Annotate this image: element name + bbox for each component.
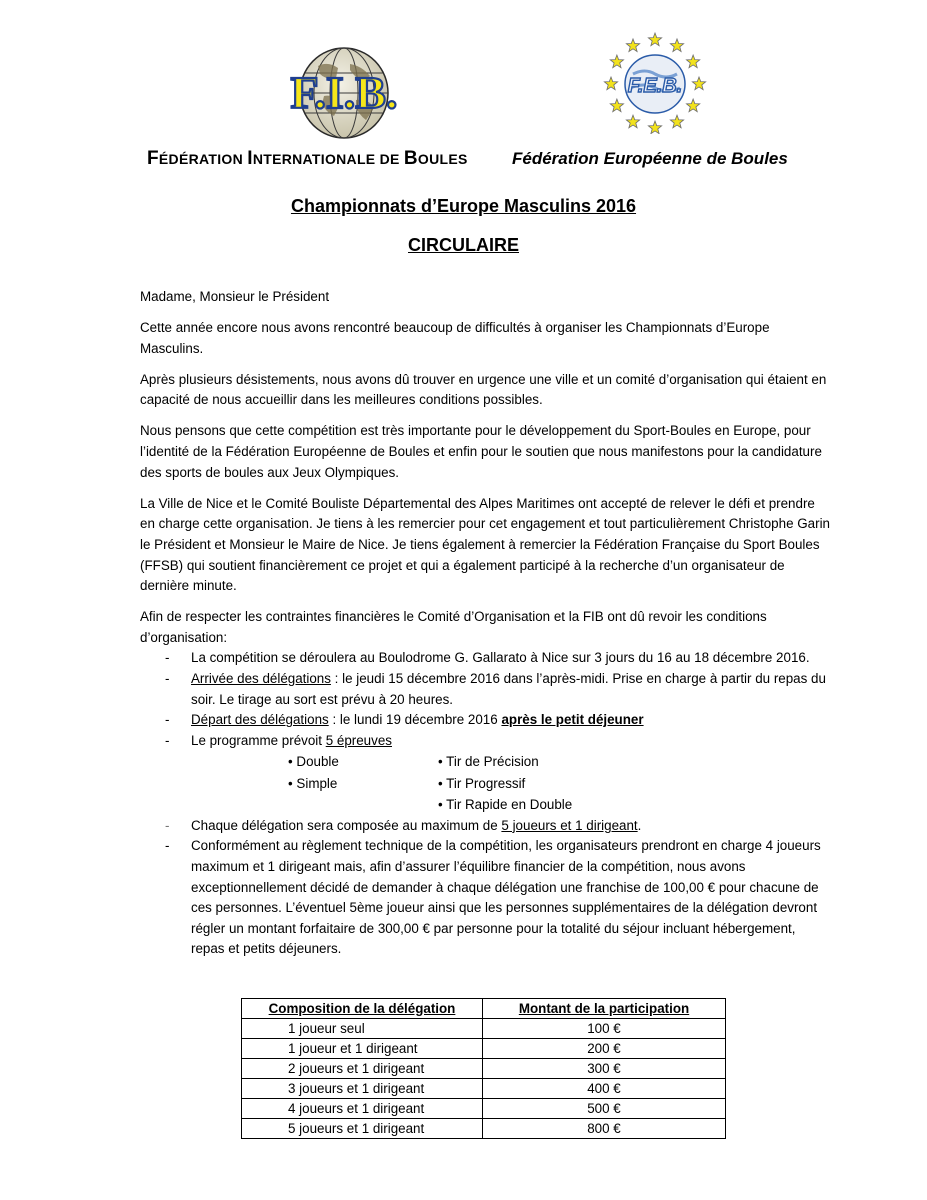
letter-body — [140, 287, 830, 960]
star-icon — [648, 121, 661, 134]
star-icon — [610, 99, 623, 112]
star-icon — [610, 55, 623, 68]
list-item-text: La compétition se déroulera au Boulodrome G. Gallarato à Nice sur 3 jours du 16 au 18 décembre 2016. — [191, 650, 810, 666]
paragraph-5: Afin de respecter les contraintes financières le Comité d’Organisation et la FIB ont dû revoir les conditions d’organisation: — [140, 609, 767, 645]
fed-letter-f: F — [147, 148, 159, 169]
arrival-label: Arrivée des délégations — [191, 671, 331, 686]
conditions-list-continued — [140, 816, 830, 960]
paragraph-3: Nous pensons que cette compétition est très importante pour le développement du Sport-Boules en Europe, pour l’identité de la Fédération Européenne de Boules et enfin pour le soutien que nous manifestons pour la candidature des sports de boules aux Jeux Olympiques. — [140, 423, 822, 480]
paragraph-2: Après plusieurs désistements, nous avons dû trouver en urgence une ville et un comité d’organisation qui étaient en capacité de nous accueillir dans les meilleures conditions possibles. — [140, 371, 827, 408]
event-item: • Tir Progressif — [438, 775, 526, 791]
star-icon — [670, 115, 683, 128]
document-title: Championnats d’Europe Masculins 2016 — [290, 196, 637, 216]
table-cell: 3 joueurs et 1 dirigeant — [242, 1079, 483, 1099]
events-grid — [288, 751, 830, 816]
list-item-text: : le jeudi 15 décembre 2016 dans l’après-midi. Prise en charge à partir du repas du soir. Le tirage au sort est prévu à 20 heures. — [191, 671, 826, 707]
conditions-list — [140, 648, 830, 751]
star-icon — [670, 39, 683, 52]
fed-word-1: ÉDÉRATION — [158, 151, 248, 167]
star-icon — [686, 55, 699, 68]
list-dash: - — [165, 817, 170, 833]
star-icon — [648, 33, 661, 46]
star-icon — [604, 77, 617, 90]
table-cell: 2 joueurs et 1 dirigeant — [242, 1059, 483, 1079]
salutation: Madame, Monsieur le Président — [140, 289, 330, 304]
fib-logo — [258, 46, 430, 140]
events-count: 5 épreuves — [325, 732, 392, 748]
list-item-text: Le programme prévoit — [191, 732, 326, 748]
table-header-row — [242, 999, 726, 1019]
paragraph-4: La Ville de Nice et le Comité Bouliste Départemental des Alpes Maritimes ont accepté de relever le défi et prendre en charge cette organisation. Je tiens à les remercier pour cet engagement et tout particulièrement Christophe Garin le Président et Monsieur le Maire de Nice. Je tiens également à remercier la Fédération Française du Sport Boules (FFSB) qui soutient financièrement ce projet et qui a également participé à la recherche d’un organisateur de dernière minute. — [140, 495, 830, 594]
star-icon — [626, 115, 639, 128]
federation-international-name — [147, 148, 468, 170]
column-header: Montant de la participation — [483, 999, 726, 1019]
delegation-max: 5 joueurs et 1 dirigeant — [501, 817, 638, 833]
column-header: Composition de la délégation — [242, 999, 483, 1019]
star-icon — [692, 77, 705, 90]
fed-word-2: NTERNATIONALE DE — [252, 151, 404, 167]
event-item: • Tir Rapide en Double — [438, 797, 573, 813]
table-cell: 200 € — [483, 1039, 726, 1059]
fed-letter-i: I — [247, 148, 253, 169]
feb-logo — [600, 30, 710, 134]
event-item: • Tir de Précision — [438, 754, 539, 770]
event-item — [288, 794, 438, 816]
list-item-end: . — [637, 817, 642, 833]
list-dash: - — [165, 732, 170, 748]
list-item — [140, 816, 830, 837]
table-row — [242, 1039, 726, 1059]
participation-table — [241, 998, 726, 1139]
table-cell: 1 joueur et 1 dirigeant — [242, 1039, 483, 1059]
list-dash: - — [165, 838, 170, 854]
table-cell: 300 € — [483, 1059, 726, 1079]
table-row — [242, 1099, 726, 1119]
list-item — [140, 710, 830, 731]
fed-word-3: OULES — [417, 151, 468, 167]
table-cell: 500 € — [483, 1099, 726, 1119]
document-subtitle: CIRCULAIRE — [408, 235, 519, 255]
table-cell: 1 joueur seul — [242, 1019, 483, 1039]
table-row — [242, 1059, 726, 1079]
fed-letter-b: B — [403, 148, 418, 169]
table-cell: 5 joueurs et 1 dirigeant — [242, 1119, 483, 1139]
list-item-text: : le lundi 19 décembre 2016 — [328, 712, 502, 728]
table-row — [242, 1119, 726, 1139]
table-row — [242, 1019, 726, 1039]
list-item — [140, 669, 830, 710]
table-cell: 100 € — [483, 1019, 726, 1039]
table-cell: 400 € — [483, 1079, 726, 1099]
star-icon — [626, 39, 639, 52]
table-row — [242, 1079, 726, 1099]
event-item: • Double — [288, 754, 339, 770]
feb-logo-text: F.E.B. — [627, 75, 683, 97]
list-dash: - — [165, 671, 170, 686]
federation-europeenne-name: Fédération Européenne de Boules — [512, 149, 788, 168]
list-item-text: Conformément au règlement technique de la compétition, les organisateurs prendront en charge 4 joueurs maximum et 1 dirigeant mais, afin d’assurer l’équilibre financier de la compétition, nous avons exceptionnellement décidé de demander à chaque délégation une franchise de 100,00 € pour chacune de ces personnes. L’éventuel 5ème joueur ainsi que les personnes supplémentaires de la délégation devront régler un montant forfaitaire de 300,00 € par personne pour la totalité du séjour incluant hébergement, repas et petits déjeuners. — [191, 838, 821, 957]
list-item — [140, 648, 830, 669]
fib-logo-text: F.I.B. — [290, 67, 398, 118]
paragraph-1: Cette année encore nous avons rencontré beaucoup de difficultés à organiser les Championnats d’Europe Masculins. — [140, 320, 770, 356]
list-item — [140, 731, 830, 752]
event-item: • Simple — [288, 775, 338, 791]
departure-label: Départ des délégations — [191, 712, 329, 728]
list-dash: - — [165, 650, 170, 666]
departure-time: après le petit déjeuner — [501, 712, 644, 728]
table-cell: 800 € — [483, 1119, 726, 1139]
list-item — [140, 836, 830, 960]
star-icon — [686, 99, 699, 112]
table-cell: 4 joueurs et 1 dirigeant — [242, 1099, 483, 1119]
list-item-text: Chaque délégation sera composée au maximum de — [191, 817, 502, 833]
list-dash: - — [165, 712, 170, 728]
